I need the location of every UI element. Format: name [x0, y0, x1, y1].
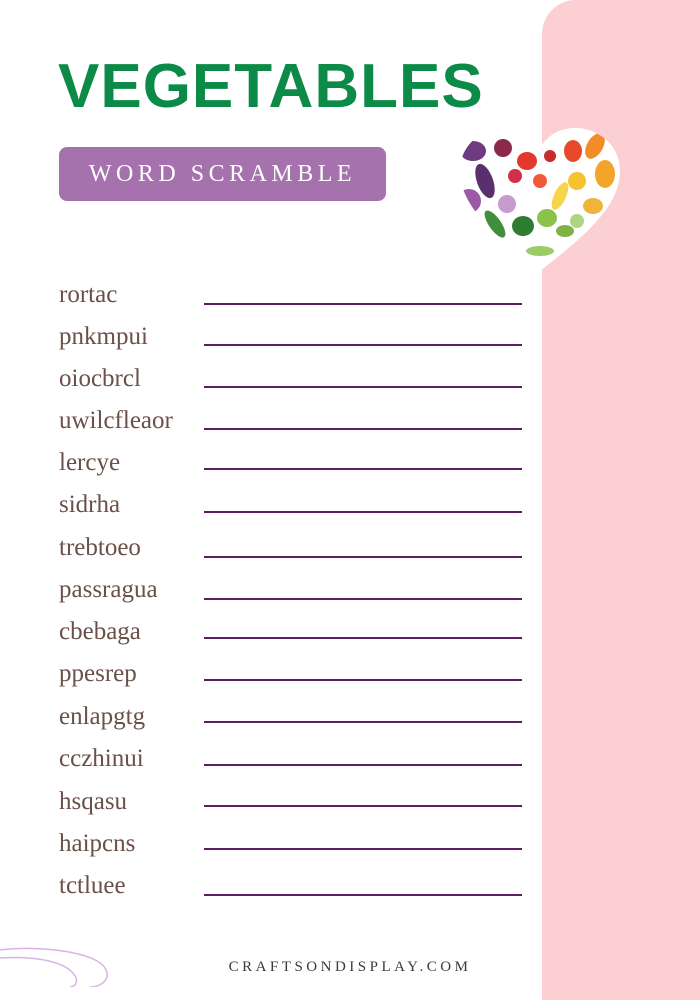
tomato-icon — [517, 152, 537, 170]
pumpkin-icon — [583, 198, 603, 214]
answer-line — [204, 679, 522, 681]
eggplant-icon — [460, 141, 486, 161]
tomato-icon — [544, 150, 556, 162]
scrambled-word: pnkmpui — [59, 323, 148, 350]
cabbage-icon — [570, 214, 584, 228]
word-row — [59, 533, 529, 563]
pepper-icon — [568, 172, 586, 190]
word-row — [59, 448, 529, 478]
answer-line — [204, 805, 522, 807]
word-row — [59, 829, 529, 859]
answer-line — [204, 428, 522, 430]
word-row — [59, 702, 529, 732]
word-row — [59, 364, 529, 394]
word-row — [59, 659, 529, 689]
scrambled-word: rortac — [59, 281, 118, 308]
answer-line — [204, 848, 522, 850]
answer-line — [204, 598, 522, 600]
scrambled-word: enlapgtg — [59, 703, 146, 730]
answer-line — [204, 468, 522, 470]
word-row — [59, 280, 529, 310]
pepper-icon — [564, 140, 582, 162]
answer-line — [204, 721, 522, 723]
answer-line — [204, 344, 522, 346]
scrambled-word: cczhinui — [59, 745, 144, 772]
scrambled-word: haipcns — [59, 830, 136, 857]
scrambled-word: ppesrep — [59, 660, 137, 687]
word-row — [59, 744, 529, 774]
scrambled-word: cbebaga — [59, 618, 141, 645]
word-row — [59, 322, 529, 352]
site-url-footer: CRAFTSONDISPLAY.COM — [228, 959, 472, 975]
subtitle-banner — [59, 147, 386, 201]
answer-line — [204, 894, 522, 896]
onion-icon — [498, 195, 516, 213]
scrambled-word: hsqasu — [59, 788, 128, 815]
scrambled-word: passragua — [59, 576, 158, 603]
scrambled-word: uwilcfleaor — [59, 407, 173, 434]
scrambled-word: oiocbrcl — [59, 365, 141, 392]
answer-line — [204, 386, 522, 388]
subtitle-text: WORD SCRAMBLE — [88, 160, 357, 187]
radish-icon — [508, 169, 522, 183]
vegetable-heart-illustration — [455, 126, 625, 276]
word-row — [59, 406, 529, 436]
word-row — [59, 490, 529, 520]
word-row — [59, 617, 529, 647]
answer-line — [204, 637, 522, 639]
scrambled-word: trebtoeo — [59, 534, 141, 561]
scrambled-word: tctluee — [59, 872, 126, 899]
word-row — [59, 575, 529, 605]
answer-line — [204, 764, 522, 766]
answer-line — [204, 556, 522, 558]
tomato-icon — [533, 174, 547, 188]
squash-icon — [595, 160, 615, 188]
word-row — [59, 787, 529, 817]
beet-icon — [494, 139, 512, 157]
scrambled-word: lercye — [59, 449, 121, 476]
pea-icon — [556, 225, 574, 237]
broccoli-icon — [512, 216, 534, 236]
cabbage-icon — [457, 189, 481, 213]
lettuce-icon — [537, 209, 557, 227]
page-title: VEGETABLES — [58, 52, 484, 121]
word-row — [59, 871, 529, 901]
scrambled-word: sidrha — [59, 491, 121, 518]
answer-line — [204, 511, 522, 513]
answer-line — [204, 303, 522, 305]
zucchini-icon — [526, 246, 554, 256]
